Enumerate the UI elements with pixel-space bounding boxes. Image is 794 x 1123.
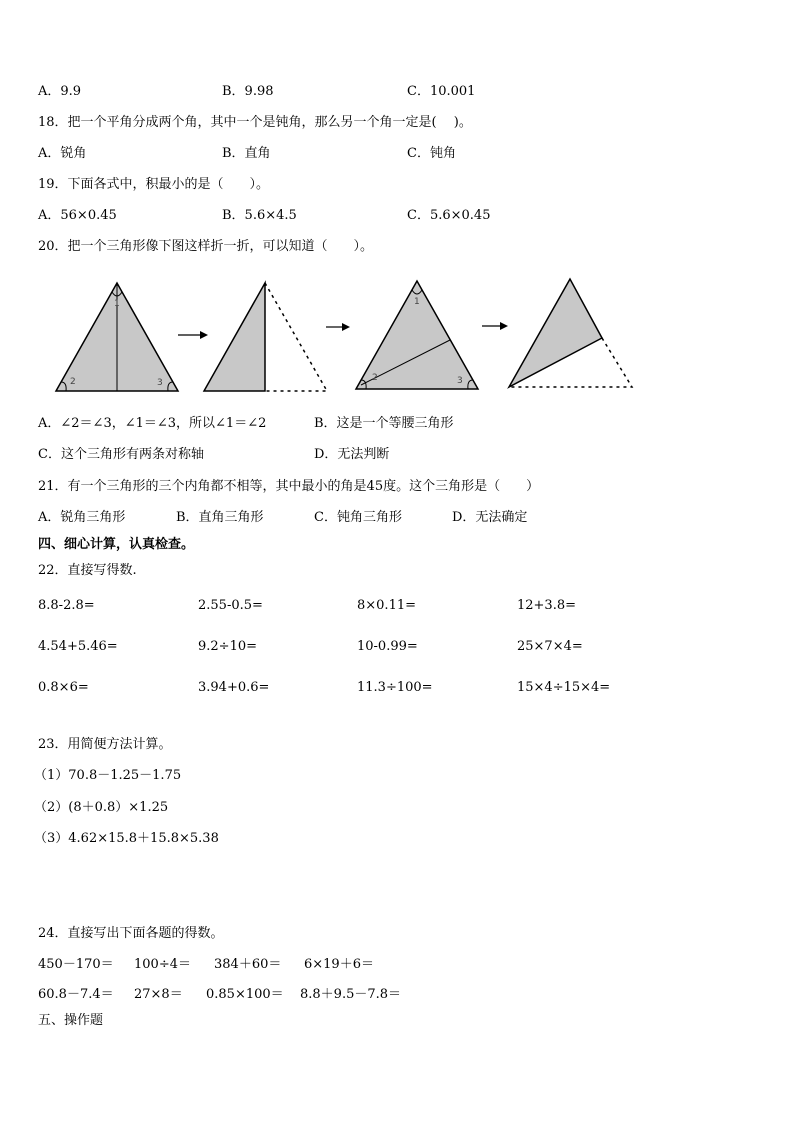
q23-item-3: （3）4.62×15.8＋15.8×5.38: [34, 831, 219, 846]
q21-stem: 21．有一个三角形的三个内角都不相等，其中最小的角是45度。这个三角形是（ ）: [38, 479, 540, 494]
q21-option-a: A．锐角三角形: [38, 510, 126, 525]
q22-item: 8.8-2.8=: [38, 598, 95, 613]
q22-item: 2.55-0.5=: [198, 598, 263, 613]
q17-option-a: A．9.9: [38, 84, 82, 99]
triangle-folded-vertical: [204, 283, 327, 391]
q18-option-c: C．钝角: [407, 146, 456, 161]
arrow-icon: [482, 322, 508, 330]
angle-label-2: 2: [372, 373, 378, 383]
triangle-folded-slanted: [509, 279, 632, 387]
angle-label-1: 1: [114, 299, 120, 309]
q24-item: 27×8＝: [134, 987, 183, 1002]
q23-item-2: （2）(8＋0.8）×1.25: [34, 800, 169, 815]
q24-item: 0.85×100＝: [206, 987, 284, 1002]
q20-option-d: D．无法判断: [314, 447, 390, 462]
angle-label-3: 3: [457, 376, 463, 386]
q24-item: 60.8－7.4＝: [38, 987, 114, 1002]
q19-option-a: A．56×0.45: [38, 208, 117, 223]
arrow-icon: [326, 323, 350, 331]
q22-item: 8×0.11=: [357, 598, 417, 613]
q17-option-c: C．10.001: [407, 84, 476, 99]
triangle-folding-figure: [40, 270, 660, 400]
q20-option-a: A．∠2＝∠3，∠1＝∠3，所以∠1＝∠2: [38, 416, 267, 431]
q18-option-a: A．锐角: [38, 146, 87, 161]
q22-item: 10-0.99=: [357, 639, 418, 654]
q21-option-d: D．无法确定: [452, 510, 528, 525]
triangle-original: [56, 283, 178, 391]
q22-item: 9.2÷10=: [198, 639, 258, 654]
q24-item: 100÷4＝: [134, 957, 191, 972]
section-4-heading: 四、细心计算，认真检查。: [38, 537, 195, 552]
angle-label-1: 1: [414, 297, 420, 307]
q22-item: 0.8×6=: [38, 680, 89, 695]
q22-item: 3.94+0.6=: [198, 680, 270, 695]
q22-item: 12+3.8=: [517, 598, 577, 613]
section-5-heading: 五、操作题: [38, 1013, 104, 1028]
q20-option-c: C．这个三角形有两条对称轴: [38, 447, 204, 462]
q23-item-1: （1）70.8－1.25－1.75: [34, 768, 182, 783]
angle-label-3: 3: [157, 378, 163, 388]
q22-item: 25×7×4=: [517, 639, 583, 654]
q17-option-b: B．9.98: [222, 84, 274, 99]
q24-item: 450－170＝: [38, 957, 114, 972]
q23-stem: 23．用简便方法计算。: [38, 737, 172, 752]
q22-item: 15×4÷15×4=: [517, 680, 611, 695]
q24-stem: 24．直接写出下面各题的得数。: [38, 926, 224, 941]
q24-item: 6×19＋6＝: [304, 957, 374, 972]
q22-item: 4.54+5.46=: [38, 639, 118, 654]
q21-option-b: B．直角三角形: [176, 510, 264, 525]
arrow-icon: [178, 331, 208, 339]
q18-option-b: B．直角: [222, 146, 271, 161]
q20-option-b: B．这是一个等腰三角形: [314, 416, 454, 431]
q24-item: 8.8＋9.5－7.8＝: [300, 987, 402, 1002]
angle-label-2: 2: [70, 377, 76, 387]
q22-item: 11.3÷100=: [357, 680, 433, 695]
q22-stem: 22．直接写得数.: [38, 563, 137, 578]
q21-option-c: C．钝角三角形: [314, 510, 402, 525]
q19-option-b: B．5.6×4.5: [222, 208, 297, 223]
q18-stem: 18．把一个平角分成两个角，其中一个是钝角，那么另一个角一定是( )。: [38, 115, 472, 130]
q19-option-c: C．5.6×0.45: [407, 208, 491, 223]
q20-stem: 20．把一个三角形像下图这样折一折，可以知道（ ）。: [38, 239, 374, 254]
triangle-second-fold: [356, 281, 478, 389]
q24-item: 384＋60＝: [214, 957, 282, 972]
q19-stem: 19．下面各式中，积最小的是（ ）。: [38, 177, 270, 192]
